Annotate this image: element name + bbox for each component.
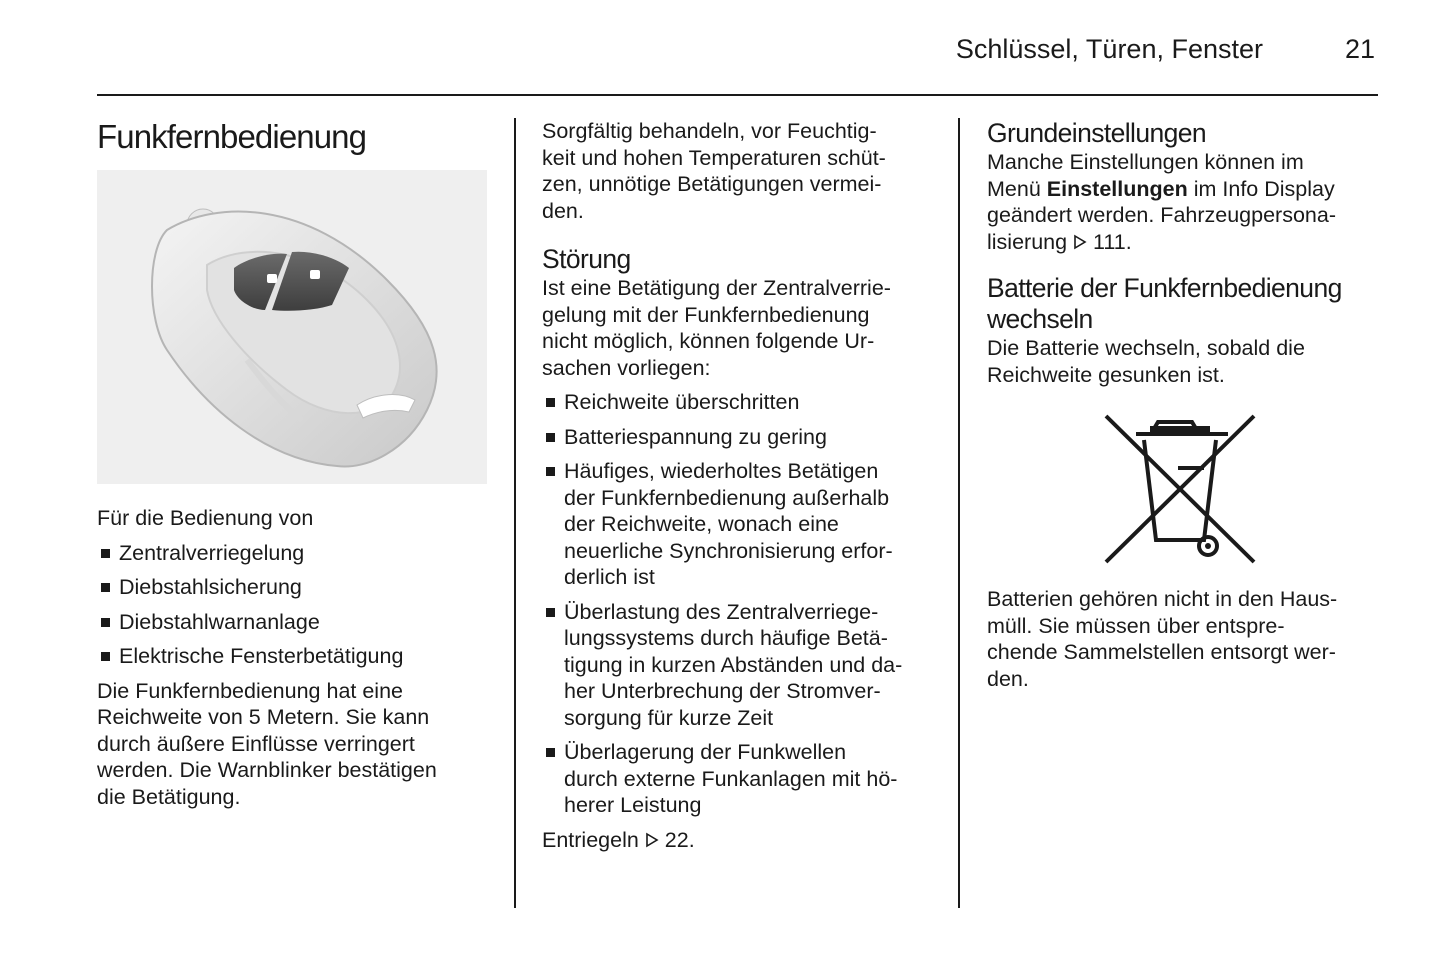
list-item: Diebstahlwarnanlage [97,609,497,636]
section-heading-funkfernbedienung: Funkfernbedienung [97,118,367,155]
column-1 [97,118,497,156]
page-reference-arrow-icon [1073,234,1087,250]
list-item: Batteriespannung zu gering [542,424,942,451]
list-item: Zentralverriegelung [97,540,497,567]
list-item: Reichweite überschritten [542,389,942,416]
section-heading-grundeinstellungen: Grundeinstellungen [987,118,1207,148]
remote-key-icon [97,170,487,484]
header-rule [97,94,1378,96]
running-header-title: Schlüssel, Türen, Fenster [955,34,1263,64]
settings-paragraph: Manche Einstellungen können im Menü Einstellungen im Info Display geändert werden. Fahrzeugpersona- lisierung 111. [987,150,1336,254]
column-3 [987,118,1382,388]
intro-text: Für die Bedienung von [97,506,314,530]
list-item: Elektrische Fensterbetätigung [97,643,497,670]
care-paragraph: Sorgfältig behandeln, vor Feuchtig- keit und hohen Temperaturen schüt- zen, unnötige Betätigungen vermei- den. [542,119,886,223]
section-heading-stoerung: Störung [542,244,631,274]
list-item: Überlastung des Zentralverriege- lungssystems durch häufige Betä- tigung in kurzen Abständen und da- her Unterbrechung der Stromver- sorgung für kurze Zeit [542,599,942,732]
cross-reference-page[interactable]: 111. [1093,229,1132,254]
fault-intro: Ist eine Betätigung der Zentralverrie- gelung mit der Funkfernbedienung nicht möglich, können folgende Ur- sachen vorliegen: [542,276,891,380]
range-paragraph: Die Funkfernbedienung hat eine Reichweite von 5 Metern. Sie kann durch äußere Einflüsse verringert werden. Die Warnblinker bestätigen die Betätigung. [97,678,437,809]
list-item: Häufiges, wiederholtes Betätigen der Funkfernbedienung außerhalb der Reichweite, wonach eine neuerliche Synchronisierung erfor- derlich ist [542,458,942,591]
battery-paragraph: Die Batterie wechseln, sobald die Reichweite gesunken ist. [987,336,1305,387]
column-2 [542,118,942,853]
page-reference-arrow-icon [645,832,659,848]
section-heading-batterie: Batterie der Funkfernbedienung wechseln [987,273,1342,334]
fault-cause-list [542,389,942,819]
crossed-out-wheelie-bin-symbol [1100,410,1260,568]
list-item: Überlagerung der Funkwellen durch externe Funkanlagen mit hö- herer Leistung [542,739,942,819]
menu-name-einstellungen: Einstellungen [1046,176,1188,201]
column-1-body [97,505,497,810]
remote-key-illustration [97,170,487,484]
feature-list [97,540,497,670]
list-item: Diebstahlsicherung [97,574,497,601]
cross-reference-entriegeln[interactable]: Entriegeln 22. [542,827,695,852]
column-divider-1 [514,118,516,908]
disposal-paragraph: Batterien gehören nicht in den Haus- müll. Sie müssen über entspre- chende Sammelstellen entsorgt wer- den. [987,587,1338,691]
column-divider-2 [958,118,960,908]
crossed-bin-icon [1100,410,1260,568]
page-number: 21 [1345,34,1376,64]
